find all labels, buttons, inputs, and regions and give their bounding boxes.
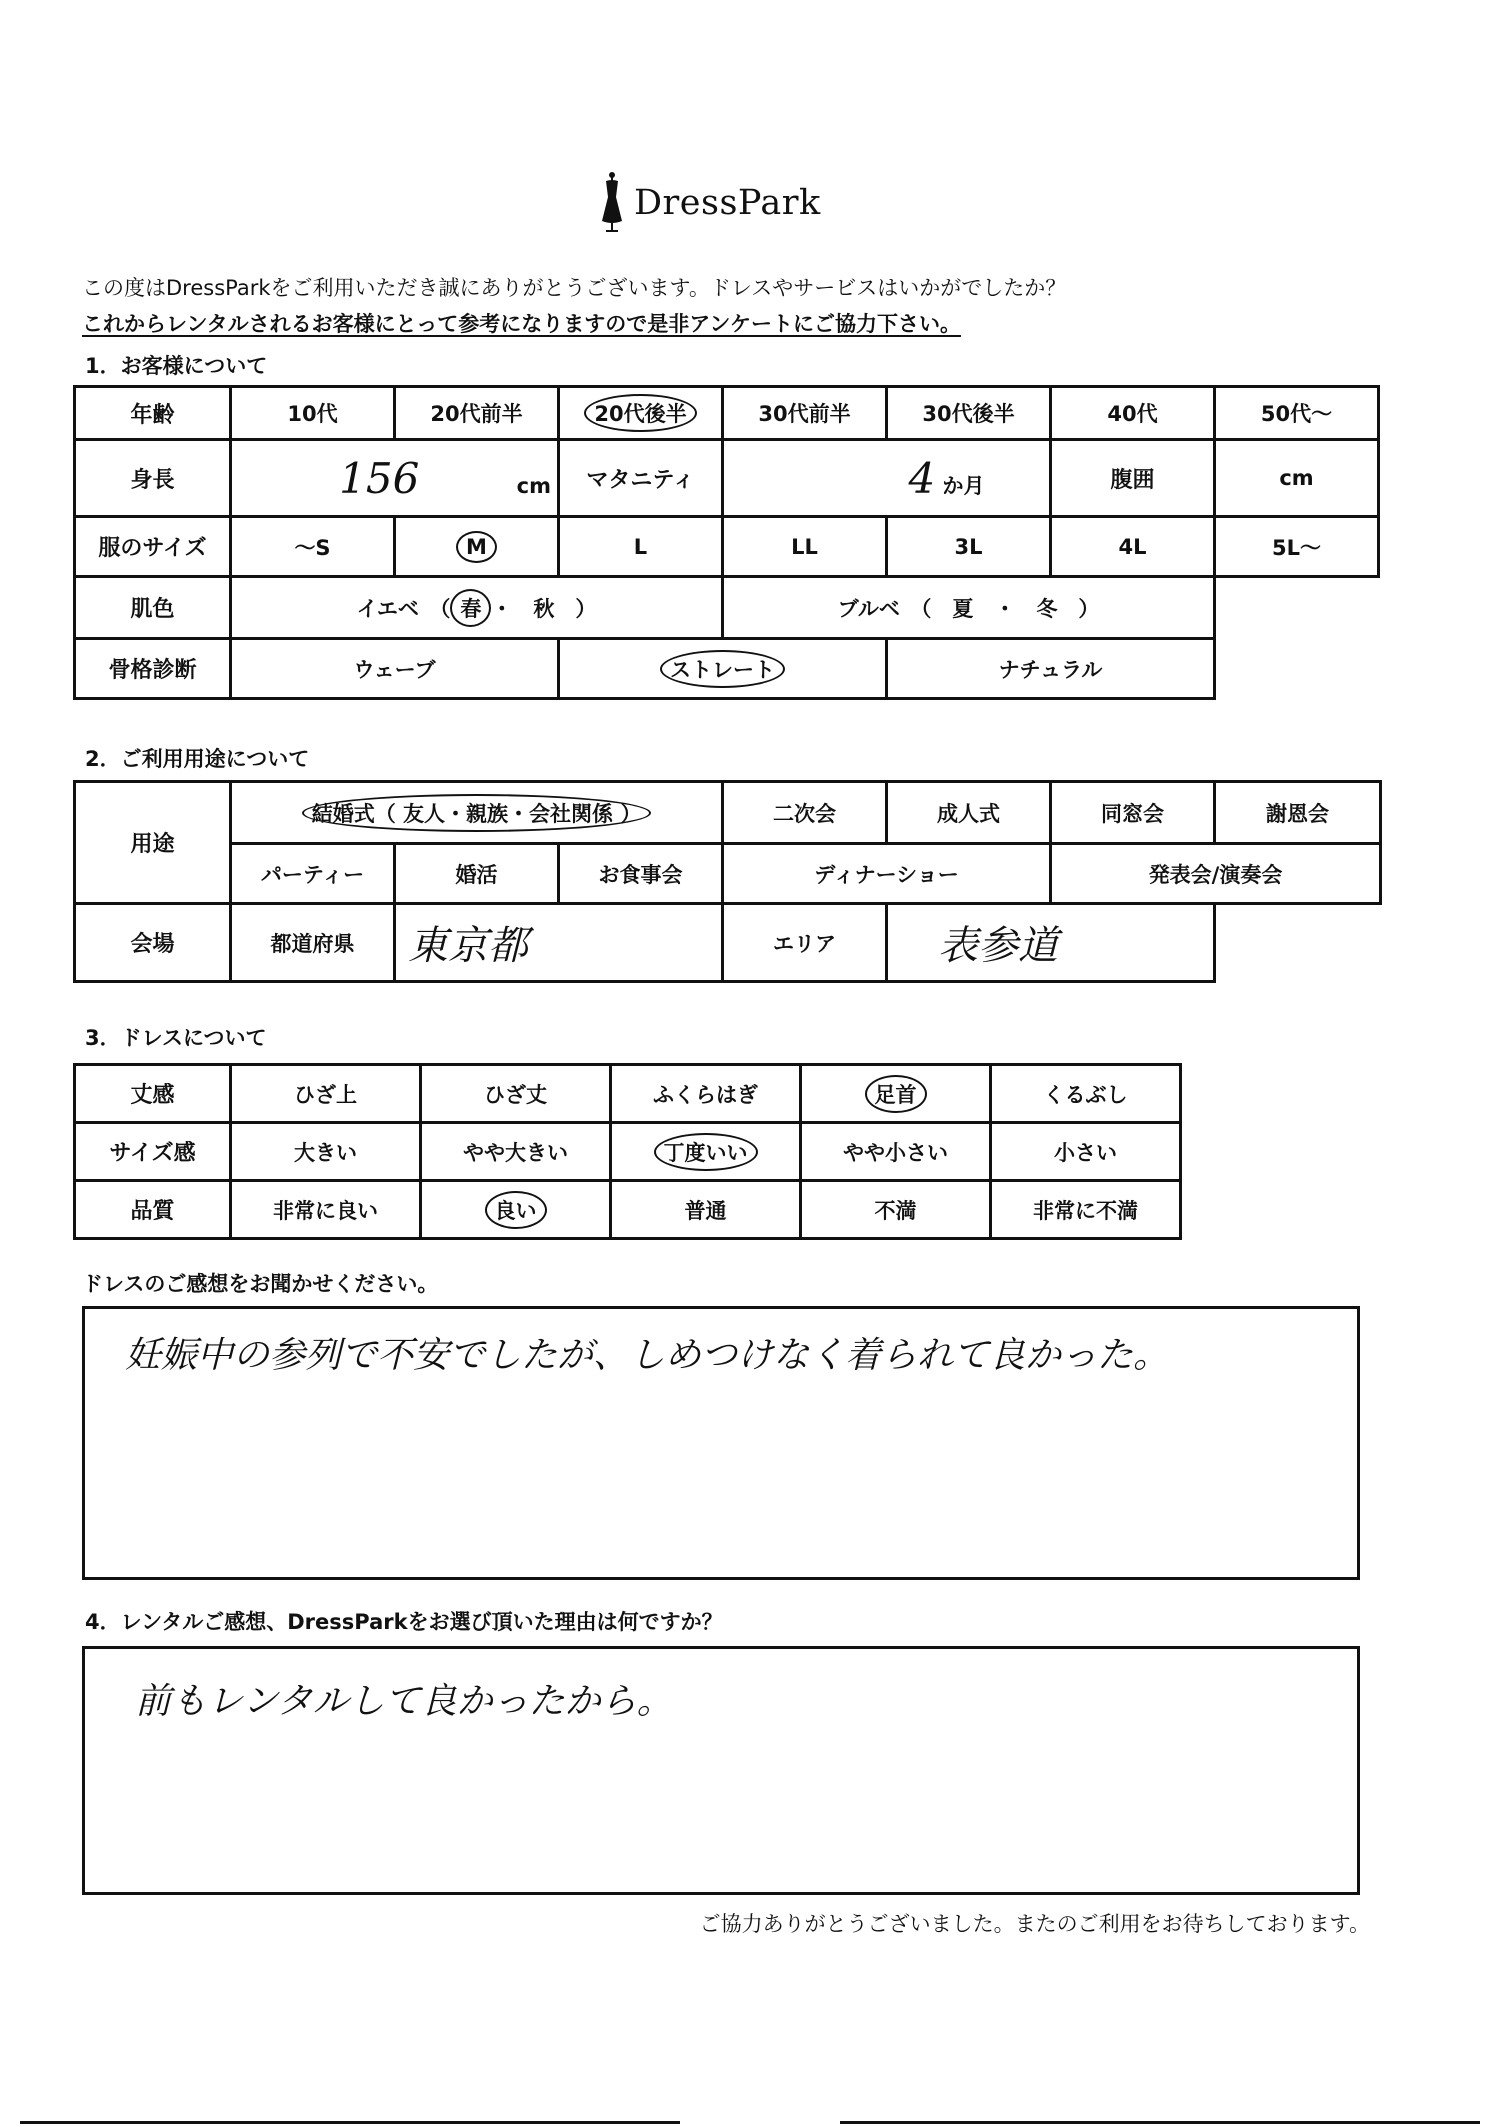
section4-title: 4．レンタルご感想、DressParkをお選び頂いた理由は何ですか？ (85, 1610, 723, 1634)
skeleton-option[interactable]: ウェーブ (231, 639, 559, 699)
fit-option[interactable]: 小さい (991, 1123, 1181, 1181)
logo-text: DressPark (634, 183, 821, 223)
quality-option[interactable]: 不満 (801, 1181, 991, 1239)
age-option[interactable]: 30代後半 (887, 387, 1051, 440)
age-option[interactable]: 20代前半 (395, 387, 559, 440)
thanks-message: ご協力ありがとうございました。またのご利用をお待ちしております。 (699, 1912, 1370, 1936)
purpose-option[interactable]: 発表会/演奏会 (1051, 844, 1381, 904)
purpose-option[interactable]: 同窓会 (1051, 782, 1215, 844)
quality-option[interactable]: 非常に不満 (991, 1181, 1181, 1239)
reason-textarea[interactable] (82, 1646, 1360, 1895)
waist-label: 腹囲 (1051, 440, 1215, 517)
section3-title: 3．ドレスについて (85, 1026, 267, 1050)
purpose-option[interactable]: 婚活 (395, 844, 559, 904)
maternity-unit: か月 (942, 473, 985, 498)
purpose-label: 用途 (75, 782, 231, 904)
circle-mark: 20代後半 (584, 394, 696, 432)
circle-mark: 足首 (865, 1075, 927, 1113)
size-option[interactable]: 〜S (231, 517, 395, 577)
intro-text: この度はDressParkをご利用いただき誠にありがとうございます。ドレスやサービスはいかがでしたか？ (82, 276, 1067, 300)
quality-option[interactable]: 普通 (611, 1181, 801, 1239)
impression-textarea[interactable] (82, 1306, 1360, 1580)
purpose-option-selected[interactable] (231, 782, 723, 844)
length-option[interactable]: くるぶし (991, 1065, 1181, 1123)
impression-answer: 妊娠中の参列で不安でしたが、しめつけなく着られて良かった。 (125, 1335, 1170, 1376)
length-option[interactable]: ひざ上 (231, 1065, 421, 1123)
purpose-table (73, 780, 1382, 983)
logo (600, 168, 821, 238)
fit-option[interactable]: やや小さい (801, 1123, 991, 1181)
purpose-option[interactable]: 成人式 (887, 782, 1051, 844)
prefecture-value: 東京都 (408, 923, 528, 969)
maternity-field[interactable] (723, 440, 1051, 517)
scan-edge-line (20, 2121, 680, 2124)
section1-title: 1．お客様について (85, 354, 268, 378)
venue-label: 会場 (75, 904, 231, 982)
circle-mark: M (456, 531, 497, 563)
skeleton-option-selected[interactable] (559, 639, 887, 699)
quality-label: 品質 (75, 1181, 231, 1239)
size-option[interactable]: LL (723, 517, 887, 577)
length-option[interactable]: ふくらはぎ (611, 1065, 801, 1123)
circle-mark: 丁度いい (654, 1133, 758, 1171)
impression-prompt: ドレスのご感想をお聞かせください。 (82, 1272, 439, 1296)
length-option[interactable]: ひざ丈 (421, 1065, 611, 1123)
maternity-label: マタニティ (559, 440, 723, 517)
prefecture-label: 都道府県 (231, 904, 395, 982)
purpose-option[interactable]: パーティー (231, 844, 395, 904)
size-option[interactable]: L (559, 517, 723, 577)
scan-edge-line (840, 2121, 1480, 2124)
quality-option-selected[interactable] (421, 1181, 611, 1239)
age-option-selected[interactable] (559, 387, 723, 440)
age-option[interactable]: 40代 (1051, 387, 1215, 440)
circle-mark: 春 (450, 589, 491, 627)
fit-option[interactable]: 大きい (231, 1123, 421, 1181)
skeleton-option[interactable]: ナチュラル (887, 639, 1215, 699)
age-label: 年齢 (75, 387, 231, 440)
size-option[interactable]: 4L (1051, 517, 1215, 577)
age-option[interactable]: 30代前半 (723, 387, 887, 440)
circle-mark: ストレート (660, 650, 785, 688)
area-label: エリア (723, 904, 887, 982)
purpose-option[interactable]: お食事会 (559, 844, 723, 904)
prefecture-field[interactable] (395, 904, 723, 982)
age-option[interactable]: 50代〜 (1215, 387, 1379, 440)
skin-yellow-text: イエベ （ (356, 596, 451, 621)
length-label: 丈感 (75, 1065, 231, 1123)
height-field[interactable] (231, 440, 559, 517)
size-option[interactable]: 5L〜 (1215, 517, 1379, 577)
area-value: 表参道 (938, 923, 1059, 969)
quality-option[interactable]: 非常に良い (231, 1181, 421, 1239)
length-option-selected[interactable] (801, 1065, 991, 1123)
section2-title: 2．ご利用用途について (85, 747, 310, 771)
purpose-option[interactable]: 謝恩会 (1215, 782, 1381, 844)
waist-unit: cm (1279, 466, 1314, 490)
reason-answer: 前もレンタルして良かったから。 (135, 1681, 673, 1722)
circle-mark: 結婚式（ 友人・親族・会社関係 ） (302, 794, 652, 832)
waist-field[interactable] (1215, 440, 1379, 517)
height-unit: cm (516, 473, 551, 498)
intro-request: これからレンタルされるお客様にとって参考になりますので是非アンケートにご協力下さい。 (82, 312, 961, 336)
skin-label: 肌色 (75, 577, 231, 639)
skeleton-label: 骨格診断 (75, 639, 231, 699)
height-label: 身長 (75, 440, 231, 517)
size-label: 服のサイズ (75, 517, 231, 577)
size-option-selected[interactable] (395, 517, 559, 577)
maternity-value: 4 (908, 453, 936, 503)
dress-form-icon (600, 171, 624, 235)
size-option[interactable]: 3L (887, 517, 1051, 577)
purpose-option[interactable]: ディナーショー (723, 844, 1051, 904)
skin-yellow-base[interactable] (231, 577, 723, 639)
fit-label: サイズ感 (75, 1123, 231, 1181)
age-option[interactable]: 10代 (231, 387, 395, 440)
circle-mark: 良い (485, 1191, 547, 1229)
customer-table (73, 385, 1380, 700)
area-field[interactable] (887, 904, 1215, 982)
dress-table (73, 1063, 1182, 1240)
skin-blue-base[interactable]: ブルベ （ 夏 ・ 冬 ） (723, 577, 1215, 639)
skin-yellow-rest: ・ 秋 ） (491, 596, 597, 621)
purpose-option[interactable]: 二次会 (723, 782, 887, 844)
fit-option[interactable]: やや大きい (421, 1123, 611, 1181)
height-value: 156 (339, 453, 420, 503)
fit-option-selected[interactable] (611, 1123, 801, 1181)
